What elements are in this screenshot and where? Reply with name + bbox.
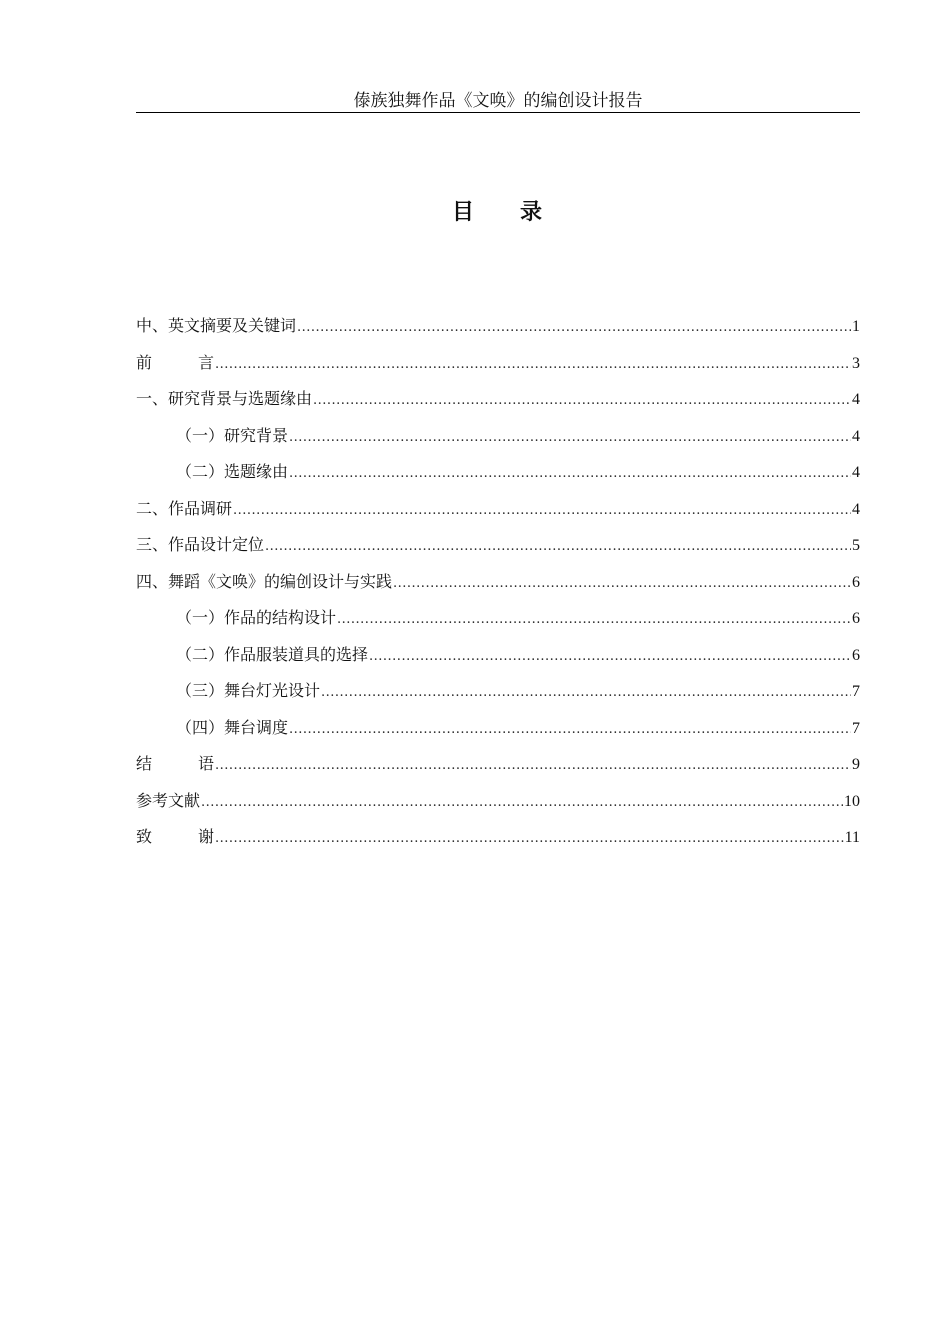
toc-title-char-1: 目	[451, 200, 476, 225]
toc-leader-dots	[393, 570, 851, 598]
toc-entry-page: 6	[852, 646, 860, 664]
toc-entry-section-1[interactable]	[136, 385, 860, 422]
toc-entry-section-4-2[interactable]	[136, 641, 860, 678]
toc-leader-dots	[265, 533, 851, 561]
toc-leader-dots	[233, 497, 851, 525]
toc-entry-section-1-1[interactable]	[136, 422, 860, 459]
toc-leader-dots	[289, 424, 851, 452]
toc-entry-label: （三）舞台灯光设计	[176, 681, 321, 700]
toc-entry-label: （一）研究背景	[176, 425, 289, 445]
toc-leader-dots	[337, 606, 851, 634]
toc-entry-page: 11	[844, 829, 860, 846]
toc-entry-label: 二、作品调研	[136, 498, 233, 518]
header-title: 傣族独舞作品《文唤》的编创设计报告	[353, 91, 643, 111]
toc-leader-dots	[289, 716, 851, 744]
toc-entry-page: 4	[852, 391, 860, 408]
toc-entry-page: 5	[852, 537, 860, 554]
toc-entry-section-2[interactable]	[136, 495, 860, 532]
running-header	[136, 90, 860, 113]
toc-entry-abstract[interactable]	[136, 312, 860, 349]
toc-entry-page: 4	[852, 427, 860, 445]
toc-entry-section-4-4[interactable]	[136, 714, 860, 751]
toc-entry-references[interactable]	[136, 787, 860, 824]
toc-entry-label: 一、研究背景与选题缘由	[136, 389, 313, 408]
toc-entry-section-1-2[interactable]	[136, 458, 860, 495]
toc-entry-acknowledgements[interactable]	[136, 823, 860, 860]
toc-entry-section-4[interactable]	[136, 568, 860, 605]
toc-entry-page: 4	[852, 464, 860, 481]
toc-title	[136, 198, 860, 228]
toc-leader-dots	[215, 825, 844, 853]
toc-entry-preface[interactable]	[136, 349, 860, 386]
toc-entry-label: 前 言	[136, 352, 214, 372]
toc-leader-dots	[289, 460, 851, 488]
toc-list	[136, 312, 860, 860]
toc-entry-page: 10	[844, 792, 860, 810]
toc-leader-dots	[369, 643, 851, 671]
toc-entry-page: 1	[852, 318, 860, 335]
toc-leader-dots	[215, 351, 851, 379]
toc-entry-label: （二）作品服装道具的选择	[176, 644, 369, 664]
toc-title-char-2: 录	[520, 200, 545, 225]
toc-leader-dots	[313, 387, 851, 415]
toc-entry-section-3[interactable]	[136, 531, 860, 568]
toc-entry-page: 3	[852, 354, 860, 372]
toc-entry-page: 6	[852, 573, 860, 591]
toc-entry-page: 9	[852, 756, 860, 773]
toc-entry-label: （二）选题缘由	[176, 462, 289, 481]
toc-entry-page: 7	[852, 719, 860, 737]
toc-entry-label: 致 谢	[136, 827, 214, 846]
toc-entry-page: 7	[852, 683, 860, 700]
toc-leader-dots	[297, 314, 851, 342]
toc-entry-label: 三、作品设计定位	[136, 535, 265, 554]
toc-entry-label: 中、英文摘要及关键词	[136, 316, 297, 335]
toc-entry-conclusion[interactable]	[136, 750, 860, 787]
toc-entry-label: 四、舞蹈《文唤》的编创设计与实践	[136, 571, 393, 591]
toc-leader-dots	[321, 679, 851, 707]
toc-entry-section-4-3[interactable]	[136, 677, 860, 714]
toc-entry-label: 结 语	[136, 754, 214, 773]
toc-entry-page: 6	[852, 610, 860, 627]
toc-entry-label: （一）作品的结构设计	[176, 608, 337, 627]
toc-entry-label: 参考文献	[136, 790, 201, 810]
toc-leader-dots	[201, 789, 843, 817]
toc-entry-page: 4	[852, 500, 860, 518]
toc-entry-label: （四）舞台调度	[176, 717, 289, 737]
toc-entry-section-4-1[interactable]	[136, 604, 860, 641]
toc-leader-dots	[215, 752, 851, 780]
